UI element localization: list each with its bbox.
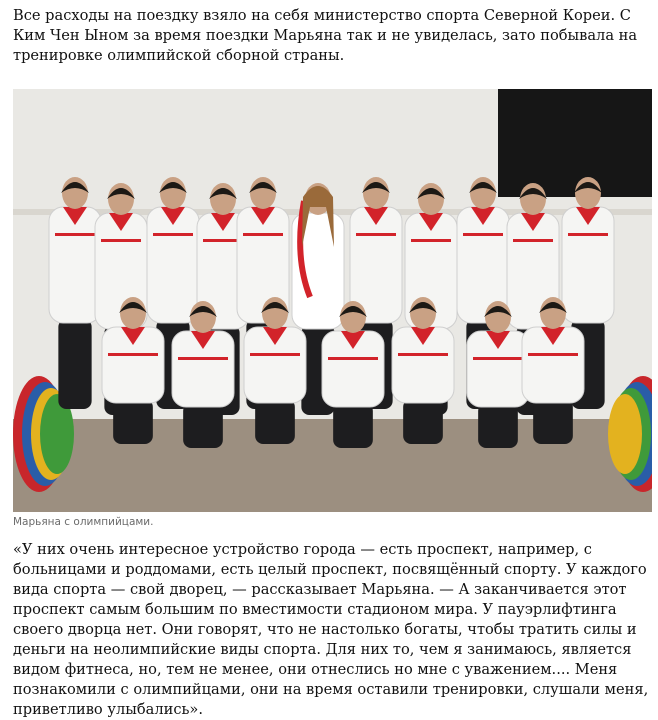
athlete-back-2-stripe (101, 239, 141, 242)
athlete-front-3-face (262, 297, 288, 329)
athlete-back-10-face (520, 183, 546, 215)
team-photo-illustration (13, 89, 652, 512)
athlete-front-6-stripe (473, 357, 523, 360)
photo-tv-screen (498, 89, 652, 197)
athlete-back-10-stripe (513, 239, 553, 242)
athlete-front-5-legs (403, 399, 443, 444)
athlete-back-2-face (108, 183, 134, 215)
intro-paragraph: Все расходы на поездку взяло на себя министерство спорта Северной Кореи. С Ким Чен Ыном за время поездки Марьяна так и не увиделась, зато побывала на тренировке олимпийской сборной страны. (13, 7, 638, 64)
athlete-front-6-face (485, 301, 511, 333)
athlete-front-2-legs (183, 403, 223, 448)
athlete-back-9-face (470, 177, 496, 209)
athlete-front-2-stripe (178, 357, 228, 360)
athlete-back-8-stripe (411, 239, 451, 242)
athlete-front-5-stripe (398, 353, 448, 356)
athlete-back-3-face (160, 177, 186, 209)
weight-plate-right (608, 394, 642, 474)
athlete-front-7-legs (533, 399, 573, 444)
athlete-back-11-stripe (568, 233, 608, 236)
athlete-front-1-legs (113, 399, 153, 444)
athlete-front-2-face (190, 301, 216, 333)
photo-caption: Марьяна с олимпийцами. (13, 516, 154, 528)
athlete-back-11-face (575, 177, 601, 209)
team-photo (13, 89, 652, 512)
athlete-front-1-stripe (108, 353, 158, 356)
athlete-front-7-face (540, 297, 566, 329)
athlete-front-4-stripe (328, 357, 378, 360)
athlete-back-8-face (418, 183, 444, 215)
athlete-front-4-legs (333, 403, 373, 448)
athlete-front-1-face (120, 297, 146, 329)
athlete-back-7-face (363, 177, 389, 209)
athlete-front-5-face (410, 297, 436, 329)
athlete-back-5-face (250, 177, 276, 209)
athlete-back-1-face (62, 177, 88, 209)
athlete-back-1-legs (58, 319, 91, 409)
athlete-back-3-stripe (153, 233, 193, 236)
quote-paragraph: «У них очень интересное устройство города — есть проспект, например, с больницами и роддомами, есть целый проспект, посвящённый спорту. У каждого вида спорта — свой дворец, — рассказывает Марьяна. — А заканчивается этот проспект самым большим по вместимости стадионом мира. У пауэрлифтинга своего дворца нет. Они говорят, что не настолько богаты, чтобы тратить силы и деньги на неолимпийские виды спорта. Для них то, чем я занимаюсь, является видом фитнеса, но, тем не менее, они отнеслись но мне с уважением.... Меня познакомили с олимпийцами, они на время оставили тренировки, слушали меня, приветливо улыбались». (13, 541, 649, 718)
athlete-back-9-stripe (463, 233, 503, 236)
athlete-back-1-stripe (55, 233, 95, 236)
athlete-front-3-legs (255, 399, 295, 444)
athlete-front-7-stripe (528, 353, 578, 356)
athlete-back-5-stripe (243, 233, 283, 236)
athlete-front-6-legs (478, 403, 518, 448)
athlete-front-4-face (340, 301, 366, 333)
athlete-back-7-stripe (356, 233, 396, 236)
athlete-front-3-stripe (250, 353, 300, 356)
athlete-back-4-face (210, 183, 236, 215)
